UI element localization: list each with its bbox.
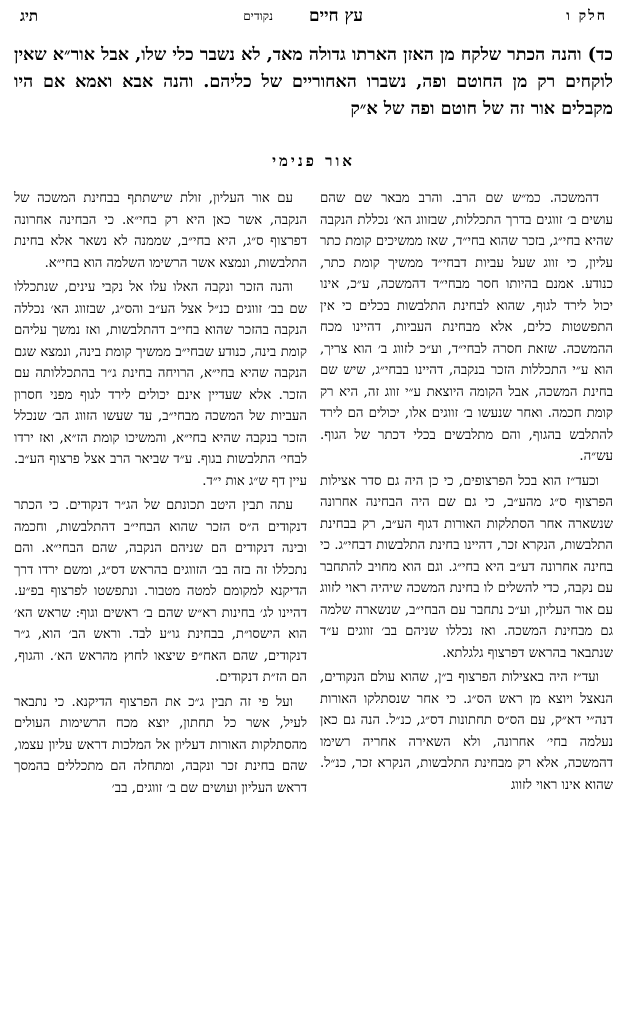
commentary-paragraph: עם אור העליון, זולת שישתתף בבחינת המשכה של הנקבה, אשר כאן היא רק בחי״א. כי הבחינה אחרונה דפרצוף ס״ג, היא בחי״ב, שממנה לא נשאר אלא בחינת התלבשות, ונמצא אשר הרשימו השלמה הוא בחי״א. bbox=[14, 191, 307, 271]
commentary-paragraph: ועד״ז היה באצילות הפרצוף ב״ן, שהוא עולם הנקודים, הנאצל ויוצא מן ראש הס״ג. כי אחר שנסתלקו האורות דנה״י דא״ק, עם הס״ס תחתונות דס״ג, כנ״ל. הנה גם כאן נעלמה בחי׳ אחרונה, ולא השאירה אחריה רשימו דהמשכה, אלא רק מבחינת התלבשות, הנקרא זכר, כנ״ל. שהוא אינו ראוי לזווג bbox=[320, 670, 613, 793]
commentary-paragraph: והנה הזכר ונקבה האלו עלו אל נקבי עינים, שנתכללו שם בב׳ זווגים כנ״ל אצל הע״ב והס״ג, שבזווג הא׳ נכללה הנקבה בהזכר שהוא בחי״ב דהתלבשות, ואז נמשך עליהם קומת בינה, כנודע שבחי״ב ממשיך קומת בינה, ונמצא שגם הנקבה שהיא בחי״א, הרויחה בחינת ג״ר בהתכללותה עם הזכר. אלא שעדיין אינם יכולים לירד לגוף מפני חסרון העביות של המשכה מבחי״ב, עד שעשו הזווג הב׳ שנכלל הזכר בנקבה שהיא בחי״א, והמשיכו קומת הז״א, ואז ירדו לבחי׳ התלבשות בגוף. ע״ד שביאר הרב אצל פרצוף הע״ב. עיין דף ש״ג אות י״ד. bbox=[14, 280, 307, 489]
commentary-right-column bbox=[320, 188, 613, 1013]
page-header bbox=[14, 6, 613, 30]
commentary-paragraph: דהמשכה. כמ״ש שם הרב. והרב מבאר שם שהם עושים ב׳ זווגים בדרך התכללות, שבזווג הא׳ נכללת הנקבה שהיא בחי״ג, בזכר שהוא בחי״ד, שאז ממשיכים קומת כתר עליון, כי זווג שעל עביות דבחי״ד ממשיך קומת כתר, כנודע. אמנם בהיותו חסר מבחי״ד דהמשכה, ע״כ, אינו יכול לירד לגוף, שהוא לבחינת התלבשות בכלים כי אין התפשטות כלים, אלא מבחינת העביות, דהיינו מכח ההמשכה. שזאת חסרה לבחי״ד, וע״כ לזווג ב׳ הוא צריך, הוא ע״י התכללות הזכר בנקבה, דהיינו בבחי״ג, שיש שם בחינת המשכה, אבל הקומה היוצאת ע״י זווג זה, היא רק קומת חכמה. ואחר שנעשו ב׳ זווגים אלו, יכולים הם לירד להתלבש בהגוף, והם מתלבשים בכלי דכתר של הגוף. עש״ה. bbox=[320, 191, 613, 464]
commentary-left-column bbox=[14, 188, 307, 1013]
lead-paragraph: כד) והנה הכתר שלקח מן האזן הארתו גדולה מאד, לא נשבר כלי שלו, אבל אור״א שאין לוקחים רק מן החוטם ופה, נשברו האחוריים של כליהם. והנה אבא ואמא אם היו מקבלים אור זה של חוטם ופה של א״ק bbox=[14, 45, 613, 119]
running-subtitle: נקודים bbox=[243, 9, 273, 23]
commentary-paragraph: ועל פי זה תבין ג״כ את הפרצוף הדיקנא. כי נתבאר לעיל, אשר כל תחתון, יוצא מכח הרשימות העולים מהסתלקות האורות דעליון אל המלכות דראש עליון עצמו, שהם בחינת זכר ונקבה, ומתחלה הם מתכללים בהמסך דראש העליון ועושים שם ב׳ זווגים, בב׳ bbox=[14, 694, 307, 796]
running-title: עץ חיים bbox=[309, 6, 363, 26]
page-number: תיג bbox=[20, 7, 39, 25]
part-label: חלק ו bbox=[566, 8, 607, 24]
commentary-paragraph: וכעד״ז הוא בכל הפרצופים, כי כן היה גם סדר אצילות הפרצוף ס״ג מהע״ב, כי גם שם היה הבחינה אחרונה שנשארה אחר הסתלקות האורות דגוף הע״ב, רק בבחינת התלבשות, הנקרא זכר, דהיינו בחינת התלבשות דבחי״ג. כי בחינה אחרונה דע״ב היא בחי״ג. וגם הוא מחויב להתחבר עם נקבה, כדי להשלים לו בחינת המשכה שיהיה ראוי לזווג עם אור העליון, וע״כ נתחבר עם הבחי״ב, שנשארה שלמה גם מבחינת המשכה. ואז נכללו שניהם בב׳ זווגים ע״ד שנתבאר בהראש דפרצוף גלגלתא. bbox=[320, 473, 613, 661]
commentary-paragraph: עתה תבין היטב תכונתם של הג״ר דנקודים. כי הכתר דנקודים ה״ס הזכר שהוא הבחי״ב דהתלבשות, וחכמה ובינה דנקודים הם שניהם הנקבה, שהם הבחי״א. והם נתכללו זה בזה בב׳ הזווגים בהראש דס״ג, ומשם ירדו דרך הדיקנא למקומם למטה מטבור. ונתפשטו לפרצוף בפ״ע. דהיינו לג׳ בחינות רא״ש שהם ב׳ ראשים וגוף: שראש הא׳ הוא הישסו״ת, בבחינת גו״ע לבד. וראש הב׳ הוא, ג״ר דנקודים, שהם האח״פ שיצאו לחוץ מהראש הא׳. והגוף, הם הז״ת דנקודים. bbox=[14, 498, 307, 685]
section-title: אור פנימי bbox=[272, 152, 355, 170]
